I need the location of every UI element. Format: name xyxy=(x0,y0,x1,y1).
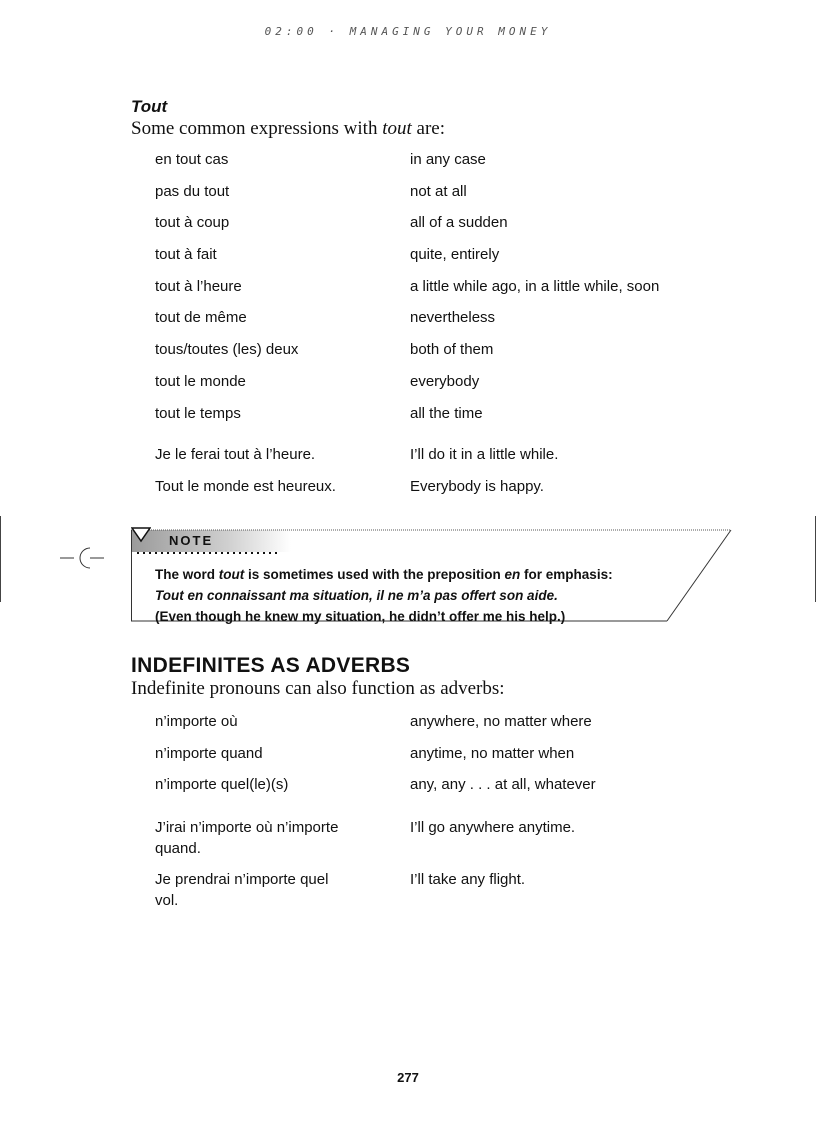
english-example: I’ll take any flight. xyxy=(410,871,526,889)
french-expression: tout de même xyxy=(155,309,247,327)
french-expression: pas du tout xyxy=(155,182,230,200)
note-text: is sometimes used with the preposition xyxy=(244,567,505,582)
english-translation: in any case xyxy=(410,151,486,168)
crop-rule-left xyxy=(0,516,1,602)
page-number: 277 xyxy=(397,1070,419,1085)
french-expression: n’importe quel(le)(s) xyxy=(155,776,289,794)
intro-text-end: are: xyxy=(411,118,445,139)
english-translation: a little while ago, in a little while, soon xyxy=(410,277,660,295)
french-expression: n’importe où xyxy=(155,713,238,730)
note-body xyxy=(155,564,695,627)
english-translation: not at all xyxy=(410,182,467,200)
expression-row xyxy=(155,308,731,340)
expression-row xyxy=(155,182,731,214)
english-translation: all the time xyxy=(410,404,483,422)
indefinites-example-list xyxy=(155,817,731,911)
french-expression: tout à l’heure xyxy=(155,277,242,295)
english-translation: everybody xyxy=(410,372,480,390)
tout-expression-list xyxy=(155,150,731,435)
intro-text: Some common expressions with xyxy=(131,118,383,139)
english-translation: any, any . . . at all, whatever xyxy=(410,776,596,794)
section-intro: Indefinite pronouns can also function as adverbs: xyxy=(131,678,505,699)
french-expression: tout le temps xyxy=(155,404,241,422)
note-box xyxy=(131,527,733,623)
tout-section xyxy=(131,96,731,509)
note-label: NOTE xyxy=(169,533,214,548)
running-head: 02:00 · MANAGING YOUR MONEY xyxy=(264,25,552,38)
english-example: I’ll do it in a little while. xyxy=(410,446,559,464)
expression-row xyxy=(155,712,731,744)
french-example: Je prendrai n’importe quel vol. xyxy=(155,871,329,910)
expression-row xyxy=(155,404,731,436)
english-example: I’ll go anywhere anytime. xyxy=(410,819,576,837)
note-line-1 xyxy=(155,564,695,585)
intro-emphasis: tout xyxy=(382,118,412,139)
english-translation: both of them xyxy=(410,341,494,359)
example-row xyxy=(155,817,731,859)
note-line-2: Tout en connaissant ma situation, il ne m’a pas offert son aide. xyxy=(155,588,558,603)
indefinites-section xyxy=(131,654,731,921)
note-emphasis: en xyxy=(504,567,521,582)
french-example: Je le ferai tout à l’heure. xyxy=(155,446,316,464)
example-row xyxy=(155,869,731,911)
french-example: Tout le monde est heureux. xyxy=(155,478,336,496)
note-triangle-icon xyxy=(131,527,151,543)
expression-row xyxy=(155,340,731,372)
tout-example-list xyxy=(155,445,731,509)
french-example: J’irai n’importe où n’importe quand. xyxy=(155,819,339,858)
registration-mark-icon xyxy=(60,544,104,572)
note-line-3: (Even though he knew my situation, he didn’t offer me his help.) xyxy=(155,609,566,624)
section-subtitle: Tout xyxy=(131,97,168,116)
note-text: for emphasis: xyxy=(520,567,613,582)
expression-row xyxy=(155,775,731,807)
english-translation: nevertheless xyxy=(410,309,496,327)
english-translation: anytime, no matter when xyxy=(410,744,575,762)
english-translation: quite, entirely xyxy=(410,246,500,264)
expression-row xyxy=(155,213,731,245)
expression-row xyxy=(155,150,731,182)
french-expression: tout à coup xyxy=(155,214,230,232)
expression-row xyxy=(155,372,731,404)
example-row xyxy=(155,445,731,477)
french-expression: n’importe quand xyxy=(155,744,263,762)
note-text: The word xyxy=(155,567,219,582)
section-intro xyxy=(131,118,731,140)
indefinites-expression-list xyxy=(155,712,731,807)
english-translation: all of a sudden xyxy=(410,214,508,232)
english-example: Everybody is happy. xyxy=(410,478,544,496)
french-expression: tout à fait xyxy=(155,246,217,264)
expression-row xyxy=(155,245,731,277)
french-expression: en tout cas xyxy=(155,151,229,168)
example-row xyxy=(155,477,731,509)
expression-row xyxy=(155,277,731,309)
expression-row xyxy=(155,744,731,776)
section-heading: INDEFINITES AS ADVERBS xyxy=(131,654,411,677)
french-expression: tous/toutes (les) deux xyxy=(155,341,299,359)
note-emphasis: tout xyxy=(218,567,245,582)
french-expression: tout le monde xyxy=(155,372,246,390)
english-translation: anywhere, no matter where xyxy=(410,713,592,730)
